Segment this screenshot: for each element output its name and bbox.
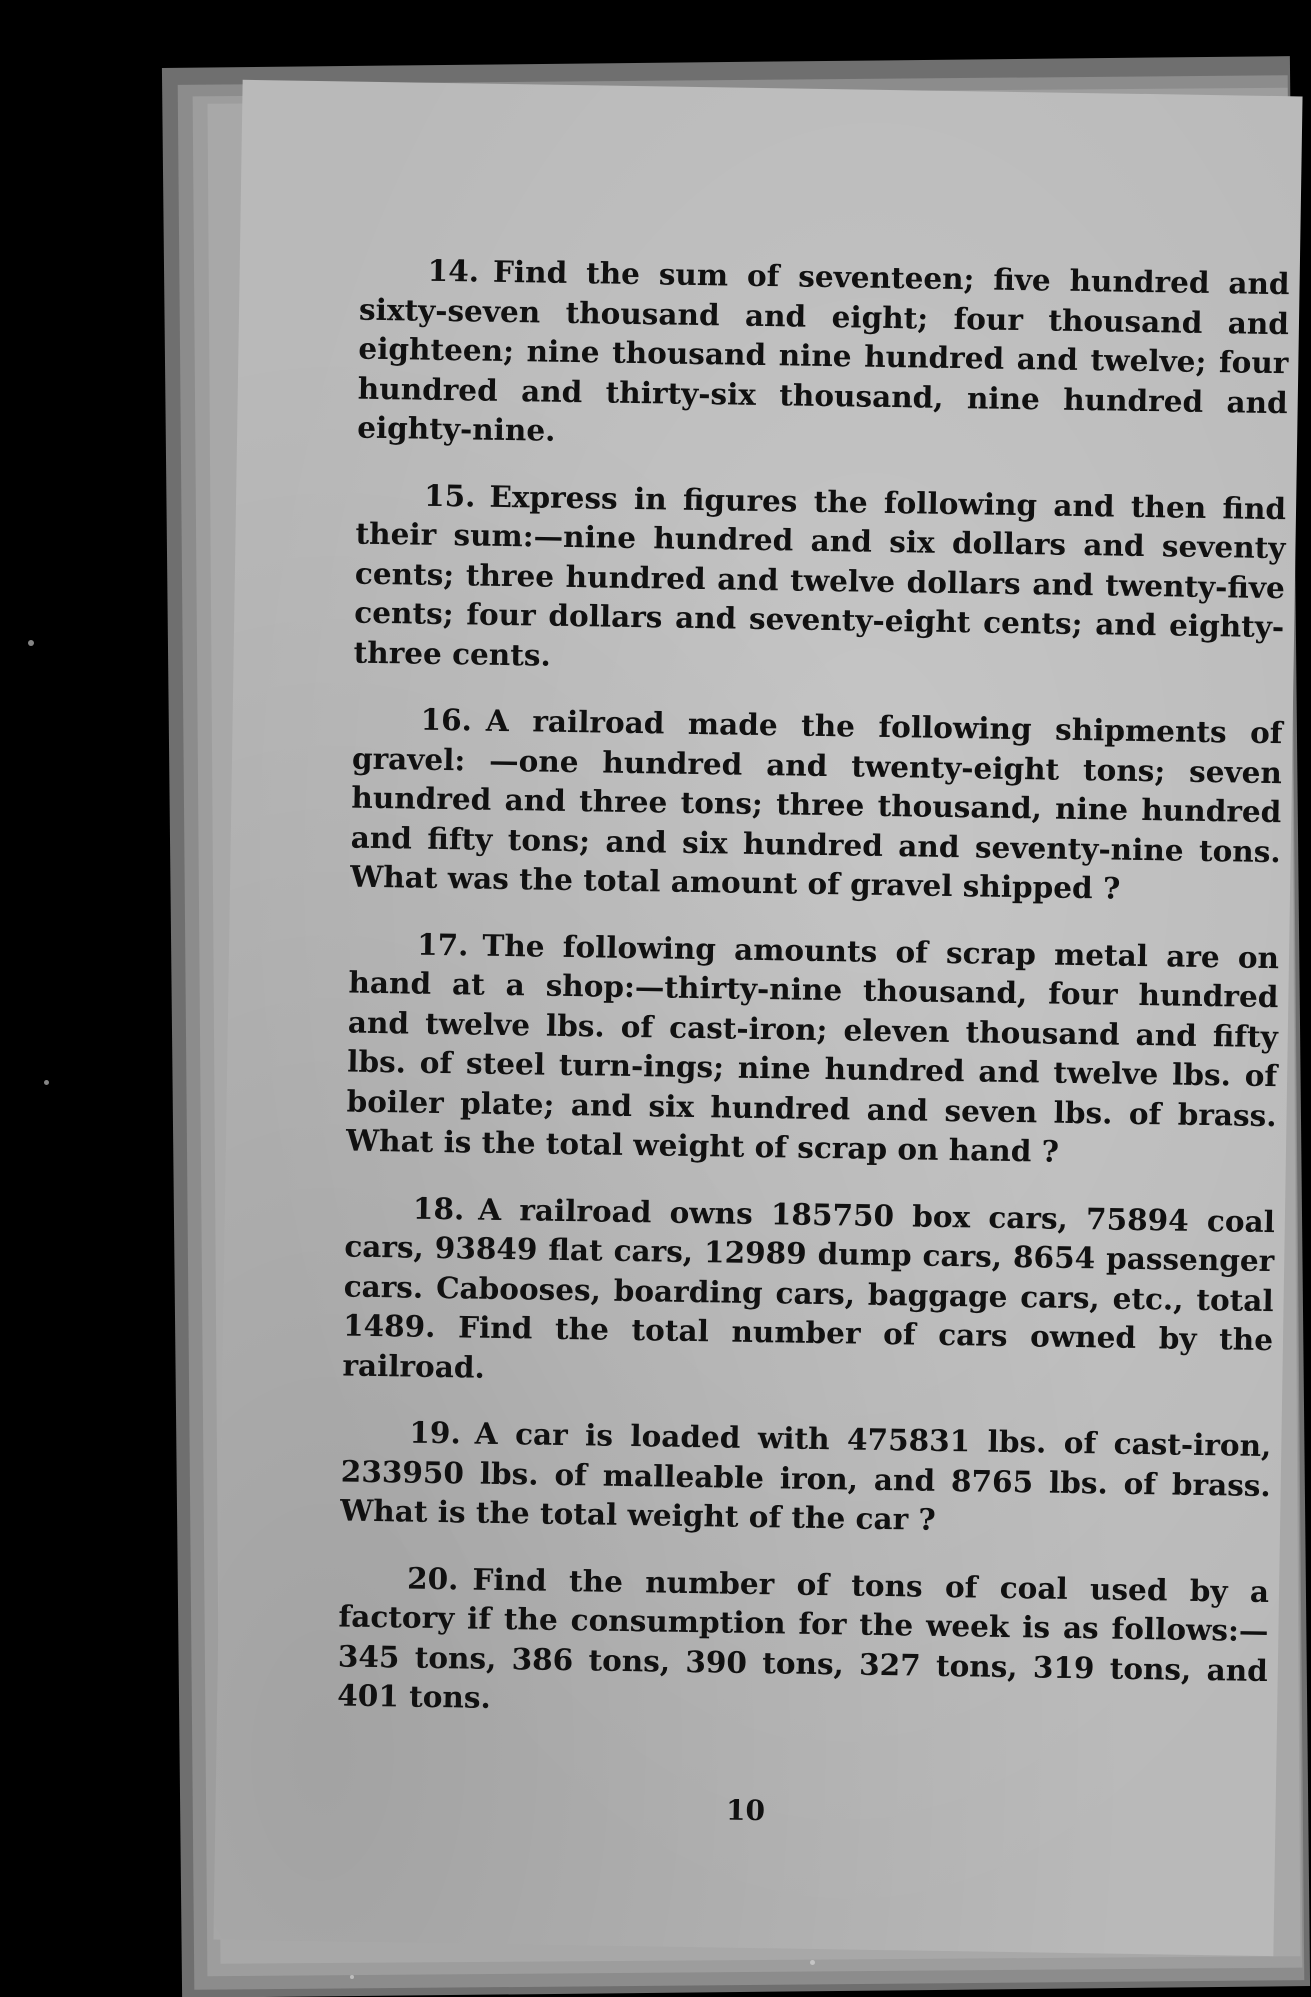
problem-text: A railroad owns 185750 box cars, 75894 coal cars, 93849 flat cars, 12989 dump cars, 8654 passenger cars. Cabooses, boarding cars, baggage cars, etc., total 1489. Find the total number of cars owned by the railroad. bbox=[342, 1191, 1276, 1385]
problem-text: Find the number of tons of coal used by a factory if the consumption for the week is as follows:—345 tons, 386 tons, 390 tons, 327 tons, 319 tons, and 401 tons. bbox=[337, 1561, 1270, 1715]
problem-text: Express in figures the following and then find their sum:—nine hundred and six dollars and seventy cents; three hundred and twelve dollars and twenty-five cents; four dollars and seventy-eight cents; and eighty-three cents. bbox=[353, 478, 1287, 673]
problem-text: The following amounts of scrap metal are on hand at a shop:—thirty-nine thousand, four hundred and twelve lbs. of cast-iron; eleven thousand and fifty lbs. of steel turn-ings; nine hundred and twelve lbs. of boiler plate; and six hundred and seven lbs. of brass. What is the total weight of scrap on hand ? bbox=[345, 927, 1280, 1169]
problem-17 bbox=[346, 923, 1280, 1175]
problem-number: 19. bbox=[409, 1414, 462, 1451]
problem-number: 18. bbox=[412, 1190, 465, 1226]
problem-15 bbox=[353, 474, 1286, 686]
dust-speck bbox=[28, 640, 34, 646]
dust-speck bbox=[350, 1975, 354, 1979]
problem-text: A railroad made the following shipments of gravel: —one hundred and twenty-eight tons; seven hundred and three tons; three thousand, nine hundred and fifty tons; and six hundred and seventy-nine tons. What was the total amount of gravel shipped ? bbox=[349, 702, 1283, 906]
page-number: 10 bbox=[725, 1793, 766, 1828]
problem-text: Find the sum of seventeen; five hundred and sixty-seven thousand and eight; four thousand and eighteen; nine thousand nine hundred and twelve; four hundred and thirty-six thousand, nine hundred and eighty-nine. bbox=[356, 253, 1290, 448]
problem-16 bbox=[350, 699, 1283, 911]
problem-number: 20. bbox=[406, 1560, 459, 1596]
problem-text: A car is loaded with 475831 lbs. of cast-iron, 233950 lbs. of malleable iron, and 8765 lbs. of brass. What is the total weight of the car ? bbox=[339, 1415, 1272, 1537]
problem-19 bbox=[340, 1412, 1272, 1545]
page-body bbox=[337, 250, 1290, 1757]
problem-number: 16. bbox=[420, 701, 473, 738]
dust-speck bbox=[44, 1080, 49, 1085]
problem-number: 15. bbox=[423, 477, 476, 513]
problem-number: 14. bbox=[427, 252, 480, 289]
dust-speck bbox=[810, 1960, 815, 1965]
problem-number: 17. bbox=[416, 926, 469, 962]
problem-18 bbox=[342, 1187, 1275, 1399]
book-page bbox=[213, 80, 1302, 1956]
problem-20 bbox=[337, 1557, 1269, 1730]
problem-14 bbox=[357, 250, 1290, 462]
